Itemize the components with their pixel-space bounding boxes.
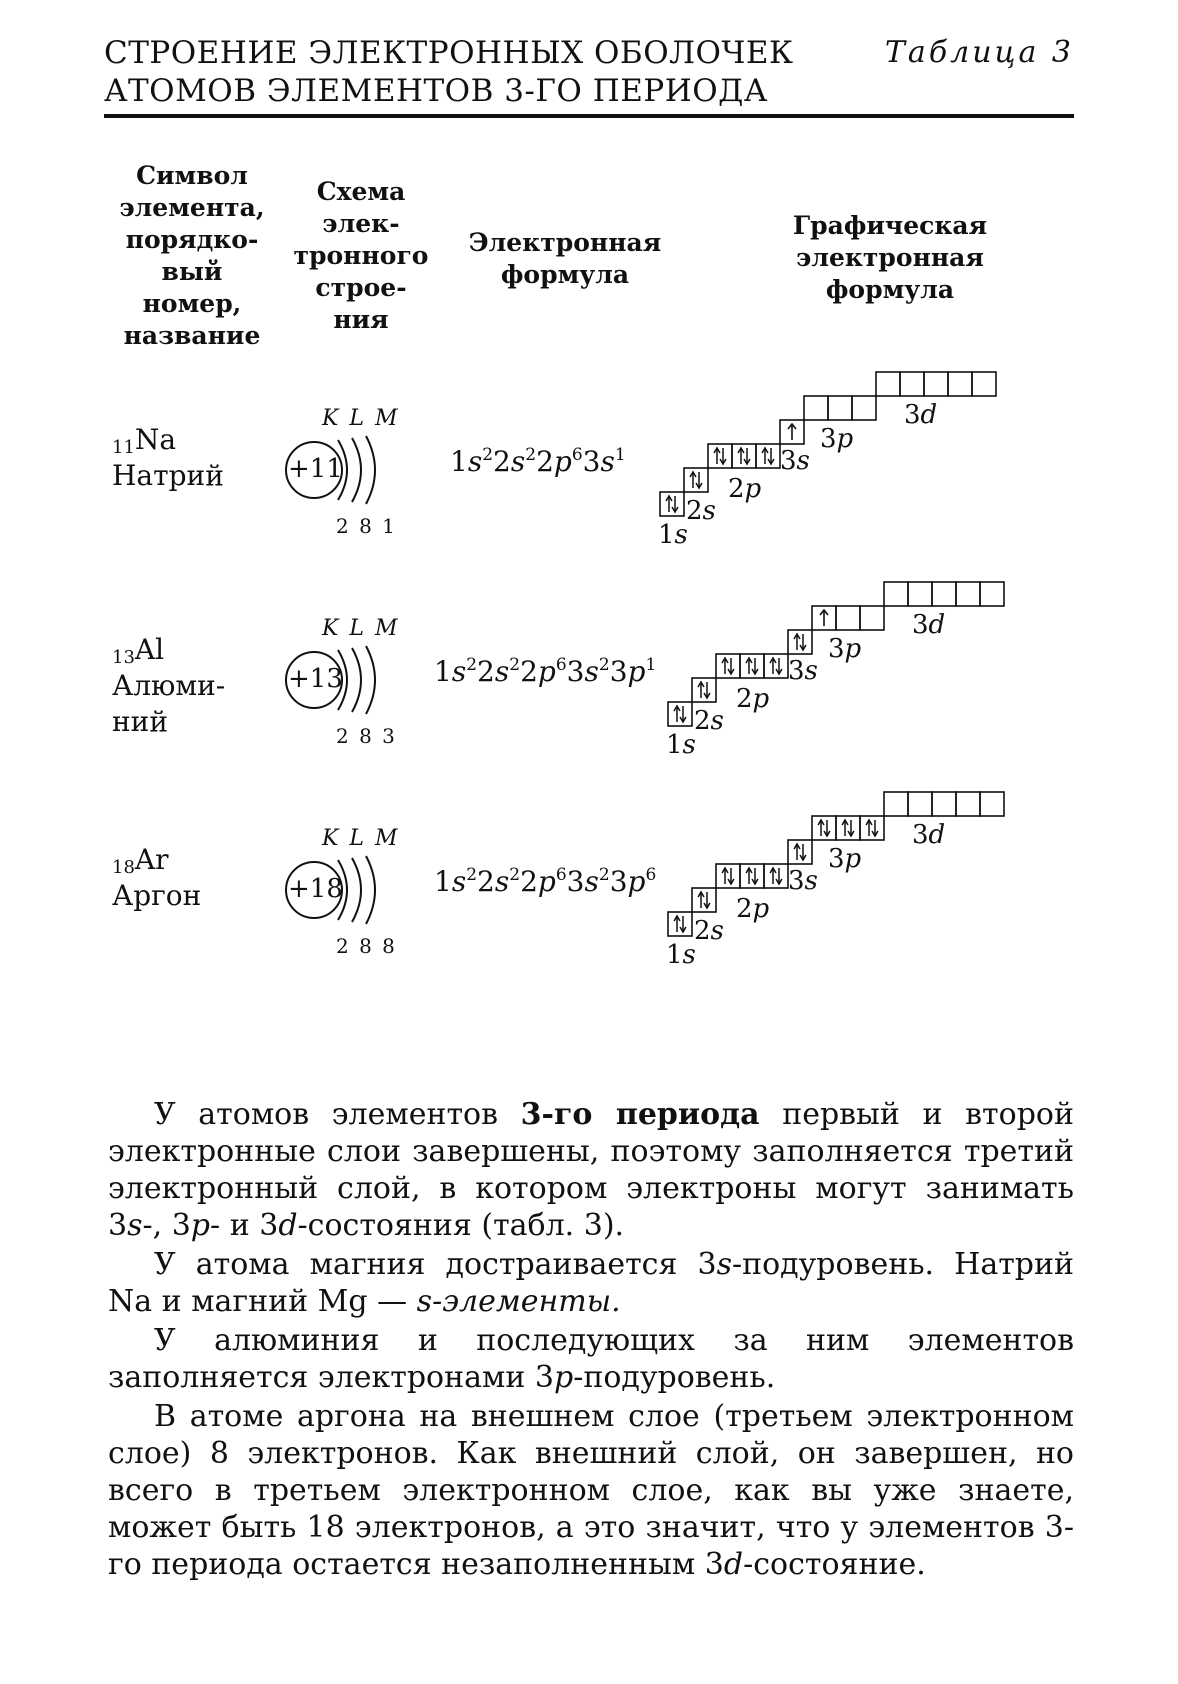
orbital-boxes <box>668 582 1028 772</box>
formula-sublevel: s <box>584 865 599 898</box>
atomic-number: 11 <box>112 437 135 458</box>
paragraph-3: У алюминия и последующих за ним элементов заполняется электронами 3p-подуровень. <box>108 1323 1074 1395</box>
element-name-line: ний <box>112 705 168 738</box>
orbital-box <box>876 372 900 396</box>
nucleus-charge: +18 <box>288 874 343 904</box>
electron-formula <box>434 656 656 688</box>
element-name-line: Алюми- <box>112 669 226 702</box>
element-name-line: Натрий <box>112 459 224 492</box>
orbital-box <box>980 582 1004 606</box>
body-text <box>108 1096 1074 1585</box>
formula-level: 2 <box>536 445 554 478</box>
orbital-box <box>972 372 996 396</box>
orbital-box <box>932 582 956 606</box>
sublevel-label-3d: 3d <box>912 820 946 850</box>
orbital-box <box>924 372 948 396</box>
sublevel-label-1s: 1s <box>658 520 688 550</box>
formula-sublevel: s <box>467 445 483 478</box>
formula-level: 2 <box>520 865 538 898</box>
orbital-diagram <box>660 372 1020 562</box>
column-header-graphic: Графическая электронная формула <box>792 211 988 304</box>
orbital-box <box>828 396 852 420</box>
electron-counts: 2 8 1 <box>336 514 397 538</box>
column-header-symbol: Символ элемента, порядко- вый номер, название <box>119 161 265 350</box>
element-name <box>112 878 201 914</box>
shell-letters: K L M <box>322 826 400 851</box>
sublevel-label-3d: 3d <box>912 610 946 640</box>
formula-sublevel: s <box>510 445 526 478</box>
formula-sublevel: s <box>494 655 510 688</box>
orbital-box <box>900 372 924 396</box>
formula-sublevel: s <box>584 655 599 688</box>
sublevel-label-3p: 3p <box>828 634 862 664</box>
title-divider <box>104 114 1074 118</box>
electron-counts: 2 8 3 <box>336 724 397 748</box>
orbital-box <box>716 654 740 678</box>
sublevel-label-2p: 2p <box>736 684 770 714</box>
paragraph-2: У атома магния достраивается 3s-подуровень. Натрий Na и магний Mg — s-элементы. <box>108 1247 1074 1319</box>
formula-count: 1 <box>614 445 626 465</box>
formula-count: 6 <box>645 865 657 885</box>
formula-count: 6 <box>571 445 583 465</box>
sublevel-label-3p: 3p <box>820 424 854 454</box>
symbol-text: Na <box>134 423 177 456</box>
sublevel-label-1s: 1s <box>666 940 696 970</box>
orbital-boxes <box>668 792 1028 982</box>
sublevel-label-3s: 3s <box>788 656 818 686</box>
table-title-line-2: АТОМОВ ЭЛЕМЕНТОВ 3-ГО ПЕРИОДА <box>104 73 768 109</box>
formula-count: 2 <box>598 865 610 885</box>
formula-sublevel: p <box>537 655 556 688</box>
element-name <box>112 668 225 740</box>
formula-count: 2 <box>482 445 494 465</box>
orbital-box <box>908 792 932 816</box>
orbital-box <box>732 444 756 468</box>
orbital-box <box>804 396 828 420</box>
sublevel-label-3p: 3p <box>828 844 862 874</box>
orbital-box <box>908 582 932 606</box>
sublevel-label-2p: 2p <box>728 474 762 504</box>
orbital-box <box>716 864 740 888</box>
formula-count: 2 <box>509 655 521 675</box>
orbital-box <box>812 816 836 840</box>
formula-sublevel: s <box>600 445 615 478</box>
orbital-box <box>740 864 764 888</box>
sublevel-label-2p: 2p <box>736 894 770 924</box>
orbital-box <box>684 468 708 492</box>
formula-level: 1 <box>450 445 468 478</box>
formula-level: 3 <box>566 865 585 898</box>
formula-level: 2 <box>477 865 495 898</box>
orbital-box <box>884 582 908 606</box>
electron-formula <box>434 866 656 898</box>
formula-count: 2 <box>466 655 478 675</box>
formula-level: 3 <box>582 445 601 478</box>
formula-sublevel: p <box>627 865 646 898</box>
sublevel-label-1s: 1s <box>666 730 696 760</box>
table-number-label: Таблица 3 <box>884 35 1074 70</box>
orbital-box <box>764 654 788 678</box>
sublevel-label-2s: 2s <box>694 706 724 736</box>
formula-sublevel: s <box>451 865 467 898</box>
formula-level: 1 <box>434 865 452 898</box>
nucleus-charge: +11 <box>288 454 343 484</box>
sublevel-label-3s: 3s <box>780 446 810 476</box>
formula-count: 1 <box>645 655 657 675</box>
orbital-box <box>836 606 860 630</box>
formula-level: 1 <box>434 655 452 688</box>
paragraph-4: В атоме аргона на внешнем слое (третьем электронном слое) 8 электронов. Как внешний слой, он завершен, но всего в третьем электронном слое, как вы уже знаете, может быть 18 электронов, а это значит, что у элементов 3-го периода остается незаполненным 3d-состояние. <box>108 1399 1074 1582</box>
sublevel-label-3s: 3s <box>788 866 818 896</box>
formula-sublevel: s <box>451 655 467 688</box>
paragraph-1: У атомов элементов 3-го периода первый и второй электронные слои завершены, поэтому заполняется третий электронный слой, в котором электроны могут занимать 3s-, 3p- и 3d-состояния (табл. 3). <box>108 1097 1074 1243</box>
sublevel-label-2s: 2s <box>694 916 724 946</box>
orbital-box <box>884 792 908 816</box>
formula-level: 2 <box>520 655 538 688</box>
nucleus-charge: +13 <box>288 664 343 694</box>
formula-level: 2 <box>493 445 511 478</box>
shell-letters: K L M <box>322 406 400 431</box>
formula-count: 2 <box>466 865 478 885</box>
orbital-box <box>788 630 812 654</box>
column-header-formula: Электронная формула <box>468 228 662 289</box>
orbital-box <box>668 702 692 726</box>
electron-counts: 2 8 8 <box>336 934 397 958</box>
table-title-line-1: СТРОЕНИЕ ЭЛЕКТРОННЫХ ОБОЛОЧЕК <box>104 35 794 71</box>
formula-count: 6 <box>555 655 567 675</box>
formula-sublevel: s <box>494 865 510 898</box>
orbital-box <box>692 888 716 912</box>
formula-sublevel: p <box>537 865 556 898</box>
formula-count: 2 <box>525 445 537 465</box>
formula-level: 3 <box>609 655 628 688</box>
shell-letters: K L M <box>322 616 400 641</box>
orbital-box <box>668 912 692 936</box>
orbital-box <box>708 444 732 468</box>
orbital-box <box>692 678 716 702</box>
orbital-boxes <box>660 372 1020 562</box>
orbital-box <box>660 492 684 516</box>
element-name-line: Аргон <box>112 879 202 912</box>
orbital-box <box>948 372 972 396</box>
orbital-box <box>740 654 764 678</box>
atomic-number: 18 <box>112 857 135 878</box>
orbital-box <box>764 864 788 888</box>
electron-formula <box>450 446 626 478</box>
formula-sublevel: p <box>627 655 646 688</box>
symbol-text: Ar <box>134 843 169 876</box>
orbital-diagram <box>668 792 1028 982</box>
orbital-box <box>860 816 884 840</box>
element-name <box>112 458 224 494</box>
table-title-block <box>104 34 1074 110</box>
formula-count: 2 <box>509 865 521 885</box>
shell-diagram <box>284 406 414 536</box>
shell-diagram <box>284 826 414 956</box>
orbital-diagram <box>668 582 1028 772</box>
formula-count: 6 <box>555 865 567 885</box>
formula-level: 3 <box>566 655 585 688</box>
formula-level: 3 <box>609 865 628 898</box>
orbital-box <box>980 792 1004 816</box>
sublevel-label-2s: 2s <box>686 496 716 526</box>
column-header-scheme: Схема элек- тронного строе- ния <box>293 177 429 334</box>
orbital-box <box>956 582 980 606</box>
orbital-box <box>860 606 884 630</box>
symbol-text: Al <box>134 633 165 666</box>
atomic-number: 13 <box>112 647 135 668</box>
orbital-box <box>852 396 876 420</box>
orbital-box <box>788 840 812 864</box>
orbital-box <box>956 792 980 816</box>
sublevel-label-3d: 3d <box>904 400 938 430</box>
formula-sublevel: p <box>553 445 572 478</box>
orbital-box <box>932 792 956 816</box>
orbital-box <box>836 816 860 840</box>
formula-count: 2 <box>598 655 610 675</box>
orbital-box <box>756 444 780 468</box>
shell-diagram <box>284 616 414 746</box>
formula-level: 2 <box>477 655 495 688</box>
